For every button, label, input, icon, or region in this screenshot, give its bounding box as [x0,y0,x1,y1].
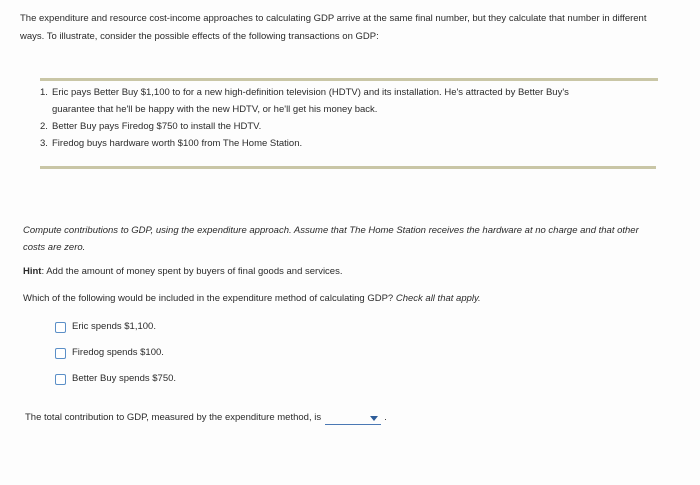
checkbox[interactable] [55,348,66,359]
list-item: 1. Eric pays Better Buy $1,100 to for a new high-definition television (HDTV) and its installation. He's attracted by Better Buy's [40,87,569,98]
total-contribution-row: The total contribution to GDP, measured by the expenditure method, is . [25,412,387,423]
option-firedog-spends[interactable]: Firedog spends $100. [55,346,164,360]
option-better-buy-spends[interactable]: Better Buy spends $750. [55,372,176,386]
checkbox[interactable] [55,374,66,385]
question-text: Which of the following would be included in the expenditure method of calculating GDP? Check all that apply. [23,293,481,304]
intro-text [20,10,696,46]
list-item-continued: guarantee that he'll be happy with the new HDTV, or he'll get his money back. [52,104,378,115]
hint-label: Hint [23,266,42,277]
hint-text: Hint: Add the amount of money spent by buyers of final goods and services. [23,266,343,277]
option-eric-spends[interactable]: Eric spends $1,100. [55,320,156,334]
list-item: 3. Firedog buys hardware worth $100 from The Home Station. [40,138,303,149]
bottom-divider [40,166,656,169]
list-item: 2. Better Buy pays Firedog $750 to install the HDTV. [40,121,262,132]
checkbox[interactable] [55,322,66,333]
compute-instructions: Compute contributions to GDP, using the expenditure approach. Assume that The Home Station receives the hardware at no charge and that other costs are zero. [23,225,639,253]
transactions-list [40,84,660,152]
intro-line-1: The expenditure and resource cost-income approaches to calculating GDP arrive at the same final number, but they calculate that number in different [20,13,647,24]
total-dropdown[interactable] [325,412,381,425]
caret-down-icon [370,416,378,421]
top-divider [40,78,658,81]
intro-line-2: ways. To illustrate, consider the possible effects of the following transactions on GDP: [20,31,379,42]
